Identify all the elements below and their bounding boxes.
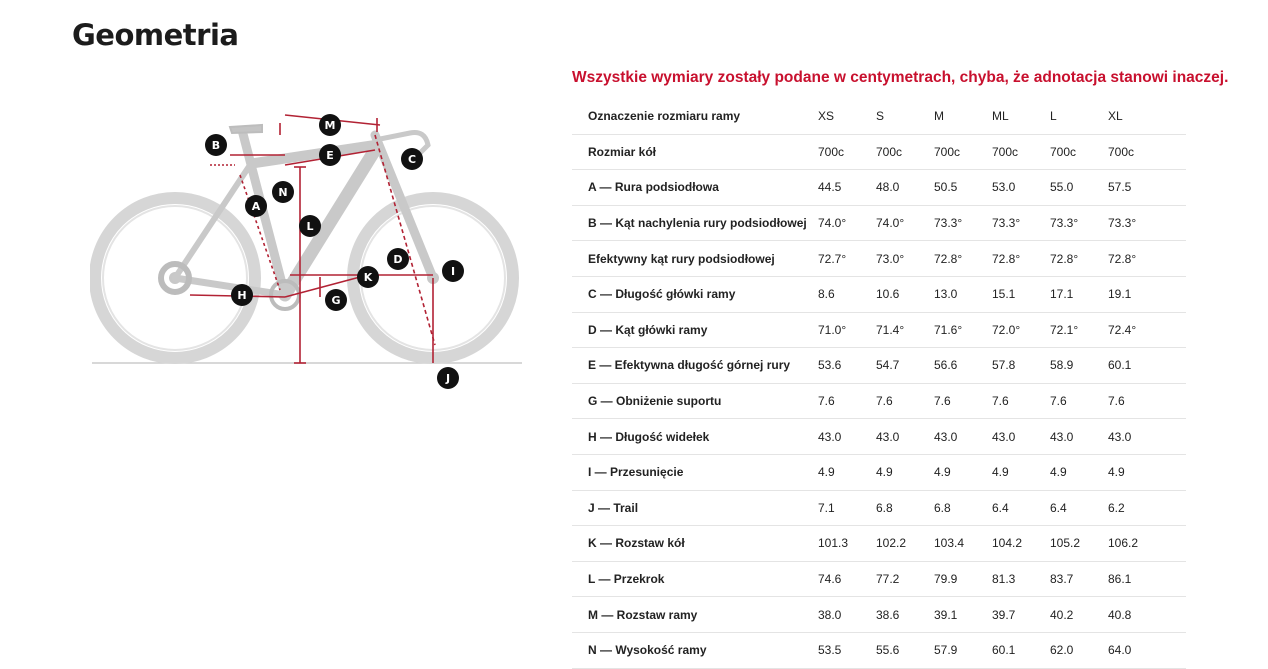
row-value: 72.0° xyxy=(992,312,1050,348)
row-value: 101.3 xyxy=(818,526,876,562)
table-row xyxy=(572,632,1186,668)
row-label: Efektywny kąt rury podsiodłowej xyxy=(572,241,818,277)
row-label: E — Efektywna długość górnej rury xyxy=(572,348,818,384)
row-value: 39.7 xyxy=(992,597,1050,633)
svg-text:M: M xyxy=(324,119,336,132)
svg-text:H: H xyxy=(237,289,247,302)
table-filler-cell xyxy=(1166,99,1186,134)
row-value: 43.0 xyxy=(1050,419,1108,455)
row-value: 73.0° xyxy=(876,241,934,277)
row-value: 6.8 xyxy=(876,490,934,526)
table-filler-cell xyxy=(1166,205,1186,241)
row-value: 43.0 xyxy=(934,419,992,455)
table-filler-cell xyxy=(1166,241,1186,277)
row-value: 7.6 xyxy=(992,383,1050,419)
table-row xyxy=(572,490,1186,526)
row-value: 72.8° xyxy=(1108,241,1166,277)
svg-text:D: D xyxy=(393,253,403,266)
row-label: H — Długość widełek xyxy=(572,419,818,455)
row-value: 40.2 xyxy=(1050,597,1108,633)
size-header: L xyxy=(1050,99,1108,134)
row-value: 43.0 xyxy=(1108,419,1166,455)
table-row xyxy=(572,597,1186,633)
label-badge-m xyxy=(319,114,341,136)
row-value: 10.6 xyxy=(876,276,934,312)
row-value: 700c xyxy=(992,134,1050,170)
row-value: 83.7 xyxy=(1050,561,1108,597)
row-value: 4.9 xyxy=(876,454,934,490)
row-value: 81.3 xyxy=(992,561,1050,597)
row-label: G — Obniżenie suportu xyxy=(572,383,818,419)
row-value: 55.0 xyxy=(1050,170,1108,206)
table-filler-cell xyxy=(1166,419,1186,455)
row-value: 77.2 xyxy=(876,561,934,597)
table-filler-cell xyxy=(1166,383,1186,419)
table-row xyxy=(572,134,1186,170)
row-value: 54.7 xyxy=(876,348,934,384)
page-title: Geometria xyxy=(72,18,239,52)
svg-text:N: N xyxy=(278,186,288,199)
label-badge-e xyxy=(319,144,341,166)
row-value: 17.1 xyxy=(1050,276,1108,312)
table-row xyxy=(572,561,1186,597)
row-value: 86.1 xyxy=(1108,561,1166,597)
label-badge-j xyxy=(437,367,459,389)
row-value: 19.1 xyxy=(1108,276,1166,312)
label-badge-k xyxy=(357,266,379,288)
frame-icon xyxy=(161,125,433,309)
table-row xyxy=(572,205,1186,241)
row-value: 7.6 xyxy=(934,383,992,419)
row-value: 44.5 xyxy=(818,170,876,206)
row-label: B — Kąt nachylenia rury podsiodłowej xyxy=(572,205,818,241)
row-value: 7.6 xyxy=(1050,383,1108,419)
row-value: 7.6 xyxy=(818,383,876,419)
table-header-row xyxy=(572,99,1186,134)
label-badge-g xyxy=(325,289,347,311)
table-row xyxy=(572,526,1186,562)
table-filler-cell xyxy=(1166,348,1186,384)
row-value: 700c xyxy=(818,134,876,170)
row-value: 38.0 xyxy=(818,597,876,633)
row-value: 74.0° xyxy=(818,205,876,241)
row-value: 62.0 xyxy=(1050,632,1108,668)
table-filler-cell xyxy=(1166,454,1186,490)
table-row xyxy=(572,454,1186,490)
row-value: 72.4° xyxy=(1108,312,1166,348)
row-value: 40.8 xyxy=(1108,597,1166,633)
row-value: 73.3° xyxy=(1108,205,1166,241)
table-row xyxy=(572,241,1186,277)
size-header: M xyxy=(934,99,992,134)
table-filler-cell xyxy=(1166,170,1186,206)
label-badge-i xyxy=(442,260,464,282)
row-label: K — Rozstaw kół xyxy=(572,526,818,562)
row-value: 48.0 xyxy=(876,170,934,206)
row-value: 15.1 xyxy=(992,276,1050,312)
svg-text:J: J xyxy=(445,372,451,385)
units-note: Wszystkie wymiary zostały podane w centymetrach, chyba, że adnotacja stanowi inaczej. xyxy=(572,69,1229,86)
table-filler-cell xyxy=(1166,134,1186,170)
row-value: 39.1 xyxy=(934,597,992,633)
row-value: 700c xyxy=(934,134,992,170)
geometry-table xyxy=(572,99,1186,669)
row-value: 79.9 xyxy=(934,561,992,597)
table-filler-cell xyxy=(1166,597,1186,633)
row-value: 72.8° xyxy=(1050,241,1108,277)
row-value: 72.1° xyxy=(1050,312,1108,348)
row-value: 71.0° xyxy=(818,312,876,348)
row-value: 43.0 xyxy=(818,419,876,455)
row-value: 4.9 xyxy=(818,454,876,490)
row-label: I — Przesunięcie xyxy=(572,454,818,490)
row-value: 13.0 xyxy=(934,276,992,312)
svg-text:L: L xyxy=(306,220,314,233)
row-value: 43.0 xyxy=(876,419,934,455)
label-badge-a xyxy=(245,195,267,217)
row-value: 6.8 xyxy=(934,490,992,526)
size-header: ML xyxy=(992,99,1050,134)
size-header: XS xyxy=(818,99,876,134)
svg-text:B: B xyxy=(211,139,221,152)
row-value: 53.6 xyxy=(818,348,876,384)
label-badge-h xyxy=(231,284,253,306)
bike-geometry-diagram xyxy=(90,105,525,395)
row-value: 72.8° xyxy=(934,241,992,277)
row-label: D — Kąt główki ramy xyxy=(572,312,818,348)
row-value: 6.4 xyxy=(1050,490,1108,526)
row-value: 4.9 xyxy=(1050,454,1108,490)
size-header: S xyxy=(876,99,934,134)
row-value: 4.9 xyxy=(934,454,992,490)
row-value: 73.3° xyxy=(992,205,1050,241)
row-value: 4.9 xyxy=(1108,454,1166,490)
table-row xyxy=(572,312,1186,348)
row-value: 58.9 xyxy=(1050,348,1108,384)
row-label: C — Długość główki ramy xyxy=(572,276,818,312)
svg-text:G: G xyxy=(331,294,341,307)
svg-text:C: C xyxy=(407,153,417,166)
row-value: 73.3° xyxy=(1050,205,1108,241)
label-badge-b xyxy=(205,134,227,156)
row-value: 60.1 xyxy=(1108,348,1166,384)
table-filler-cell xyxy=(1166,561,1186,597)
row-value: 64.0 xyxy=(1108,632,1166,668)
row-label: N — Wysokość ramy xyxy=(572,632,818,668)
row-value: 73.3° xyxy=(934,205,992,241)
row-value: 700c xyxy=(1108,134,1166,170)
row-value: 4.9 xyxy=(992,454,1050,490)
row-value: 74.6 xyxy=(818,561,876,597)
row-value: 71.4° xyxy=(876,312,934,348)
row-label: M — Rozstaw ramy xyxy=(572,597,818,633)
svg-text:E: E xyxy=(326,149,334,162)
row-value: 102.2 xyxy=(876,526,934,562)
svg-text:A: A xyxy=(251,200,261,213)
row-label: J — Trail xyxy=(572,490,818,526)
table-row xyxy=(572,348,1186,384)
row-value: 700c xyxy=(1050,134,1108,170)
label-badge-d xyxy=(387,248,409,270)
table-row xyxy=(572,170,1186,206)
row-value: 50.5 xyxy=(934,170,992,206)
table-filler-cell xyxy=(1166,632,1186,668)
row-label: Rozmiar kół xyxy=(572,134,818,170)
table-filler-cell xyxy=(1166,526,1186,562)
label-badge-n xyxy=(272,181,294,203)
row-label: A — Rura podsiodłowa xyxy=(572,170,818,206)
row-value: 71.6° xyxy=(934,312,992,348)
row-value: 74.0° xyxy=(876,205,934,241)
row-value: 6.4 xyxy=(992,490,1050,526)
table-row xyxy=(572,419,1186,455)
row-label: L — Przekrok xyxy=(572,561,818,597)
row-value: 57.9 xyxy=(934,632,992,668)
svg-text:I: I xyxy=(450,265,456,278)
table-row xyxy=(572,276,1186,312)
table-filler-cell xyxy=(1166,312,1186,348)
row-value: 38.6 xyxy=(876,597,934,633)
svg-text:K: K xyxy=(363,271,373,284)
label-badge-c xyxy=(401,148,423,170)
row-value: 103.4 xyxy=(934,526,992,562)
size-header: XL xyxy=(1108,99,1166,134)
row-value: 43.0 xyxy=(992,419,1050,455)
row-value: 53.5 xyxy=(818,632,876,668)
table-filler-cell xyxy=(1166,490,1186,526)
table-row xyxy=(572,383,1186,419)
row-value: 55.6 xyxy=(876,632,934,668)
row-value: 105.2 xyxy=(1050,526,1108,562)
table-filler-cell xyxy=(1166,276,1186,312)
row-value: 6.2 xyxy=(1108,490,1166,526)
row-value: 53.0 xyxy=(992,170,1050,206)
row-value: 72.7° xyxy=(818,241,876,277)
row-value: 57.5 xyxy=(1108,170,1166,206)
row-value: 57.8 xyxy=(992,348,1050,384)
row-value: 8.6 xyxy=(818,276,876,312)
row-value: 60.1 xyxy=(992,632,1050,668)
label-badge-l xyxy=(299,215,321,237)
row-value: 7.6 xyxy=(1108,383,1166,419)
table-header-label: Oznaczenie rozmiaru ramy xyxy=(572,99,818,134)
row-value: 72.8° xyxy=(992,241,1050,277)
row-value: 106.2 xyxy=(1108,526,1166,562)
row-value: 700c xyxy=(876,134,934,170)
row-value: 7.1 xyxy=(818,490,876,526)
row-value: 7.6 xyxy=(876,383,934,419)
row-value: 56.6 xyxy=(934,348,992,384)
row-value: 104.2 xyxy=(992,526,1050,562)
